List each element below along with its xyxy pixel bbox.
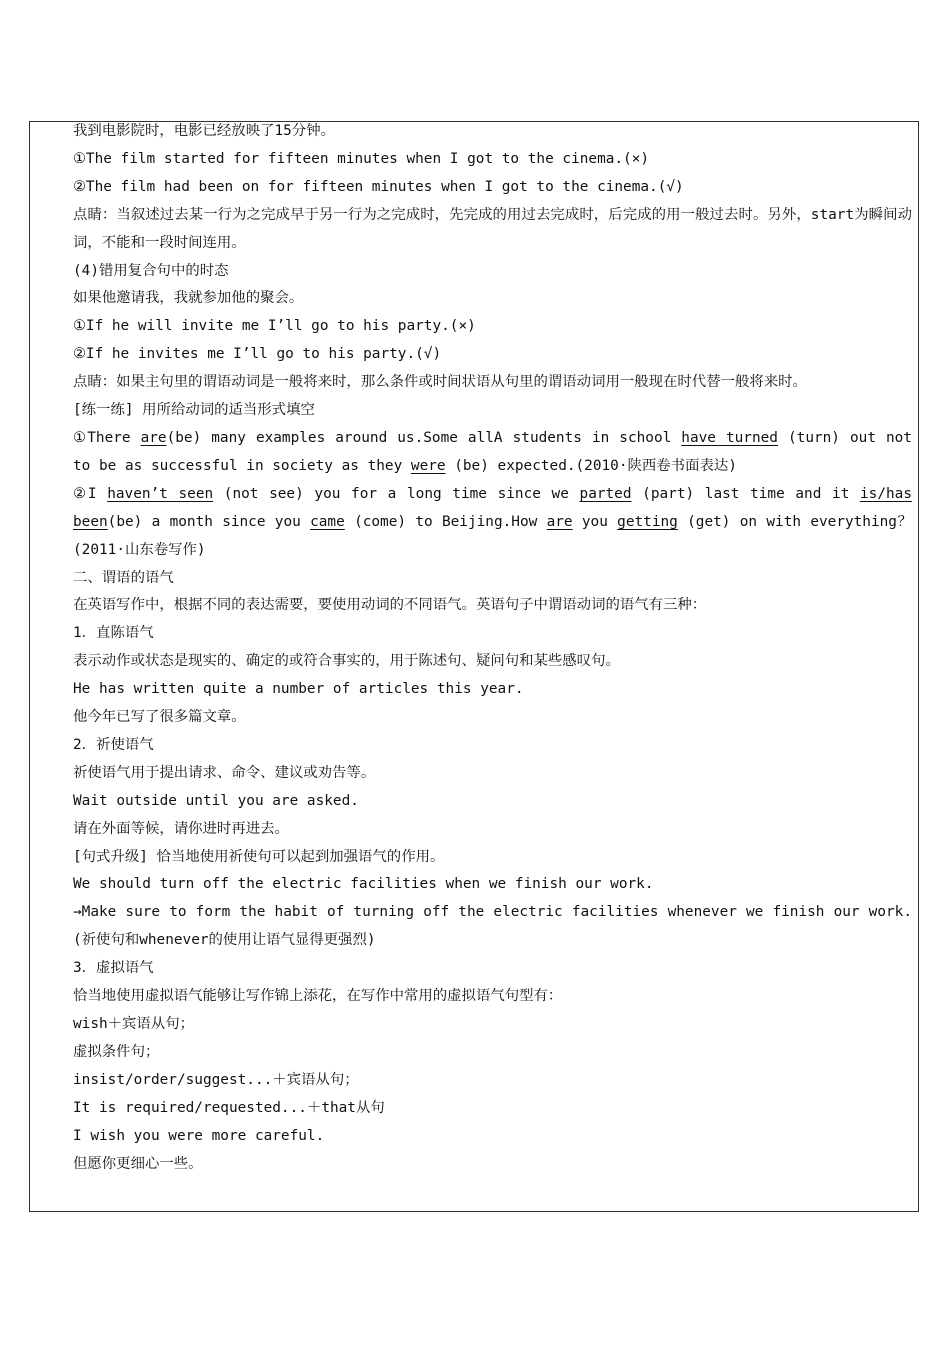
answer-blank: is/has been xyxy=(73,485,912,530)
example-sentence-cn: 如果他邀请我，我就参加他的聚会。 xyxy=(73,290,304,307)
pattern-item: 虚拟条件句； xyxy=(73,1043,160,1060)
example-sentence-cn: 我到电影院时，电影已经放映了15分钟。 xyxy=(73,123,335,139)
paragraph: 恰当地使用虚拟语气能够让写作锦上添花，在写作中常用的虚拟语气句型有： xyxy=(73,988,563,1005)
answer-blank: came xyxy=(310,513,345,530)
answer-blank: are xyxy=(140,429,167,446)
tip-paragraph: 点睛：当叙述过去某一行为之完成早于另一行为之完成时，先完成的用过去完成时，后完成的用一般过去时。另外，start为瞬间动词，不能和一段时间连用。 xyxy=(73,206,912,251)
section-heading: (4)错用复合句中的时态 xyxy=(73,262,229,279)
example-sentence-en: He has written quite a number of articles this year. xyxy=(73,681,524,698)
answer-blank: parted xyxy=(579,485,632,502)
tip-paragraph: 点睛：如果主句里的谓语动词是一般将来时，那么条件或时间状语从句里的谓语动词用一般现在时代替一般将来时。 xyxy=(73,374,807,391)
pattern-item: It is required/requested...＋that从句 xyxy=(73,1099,385,1116)
correct-sentence: ②If he invites me I’ll go to his party.(√) xyxy=(73,346,442,363)
answer-blank: were xyxy=(410,457,446,474)
example-sentence-cn: 但愿你更细心一些。 xyxy=(73,1155,203,1172)
pattern-item: wish＋宾语从句； xyxy=(73,1016,194,1032)
upgraded-sentence: →Make sure to form the habit of turning off the electric facilities whenever we finish our work.(祈使句和whenever的使用让语气显得更强烈) xyxy=(73,904,912,949)
exercise-heading: [练一练] 用所给动词的适当形式填空 xyxy=(73,402,315,419)
exercise-item-2: ②I haven’t seen (not see) you for a long time since we parted (part) last time and it is/has been(be) a month since you came (come) to Beijing.How are you getting (get) on with everything？(2011·山东卷写作) xyxy=(73,485,912,558)
subsection-heading: 3．虚拟语气 xyxy=(73,960,154,977)
paragraph: 表示动作或状态是现实的、确定的或符合事实的，用于陈述句、疑问句和某些感叹句。 xyxy=(73,653,620,670)
subsection-heading: 1．直陈语气 xyxy=(73,625,154,642)
answer-blank: getting xyxy=(617,513,678,530)
answer-blank: have turned xyxy=(681,429,778,446)
correct-sentence: ②The film had been on for fifteen minutes when I got to the cinema.(√) xyxy=(73,178,684,195)
wrong-sentence: ①The film started for fifteen minutes when I got to the cinema.(×) xyxy=(73,150,650,167)
paragraph: 在英语写作中，根据不同的表达需要，要使用动词的不同语气。英语句子中谓语动词的语气有三种： xyxy=(73,597,707,614)
upgrade-tip: [句式升级] 恰当地使用祈使句可以起到加强语气的作用。 xyxy=(73,848,445,865)
document-body xyxy=(39,118,912,1178)
example-sentence-cn: 他今年已写了很多篇文章。 xyxy=(73,709,246,726)
exercise-item-1: ①There are(be) many examples around us.Some allA students in school have turned (turn) out not to be as successful in society as they were (be) expected.(2010·陕西卷书面表达) xyxy=(73,429,912,474)
example-sentence-en: Wait outside until you are asked. xyxy=(73,792,359,809)
example-sentence-cn: 请在外面等候，请你进时再进去。 xyxy=(73,820,289,837)
answer-blank: haven’t seen xyxy=(107,485,214,502)
pattern-item: insist/order/suggest...＋宾语从句； xyxy=(73,1071,359,1088)
example-sentence-en: We should turn off the electric facilities when we finish our work. xyxy=(73,876,654,893)
answer-blank: are xyxy=(546,513,573,530)
subsection-heading: 2．祈使语气 xyxy=(73,736,154,753)
section-heading: 二、谓语的语气 xyxy=(73,569,174,586)
wrong-sentence: ①If he will invite me I’ll go to his party.(×) xyxy=(73,318,476,335)
example-sentence-en: I wish you were more careful. xyxy=(73,1127,325,1144)
paragraph: 祈使语气用于提出请求、命令、建议或劝告等。 xyxy=(73,764,376,781)
